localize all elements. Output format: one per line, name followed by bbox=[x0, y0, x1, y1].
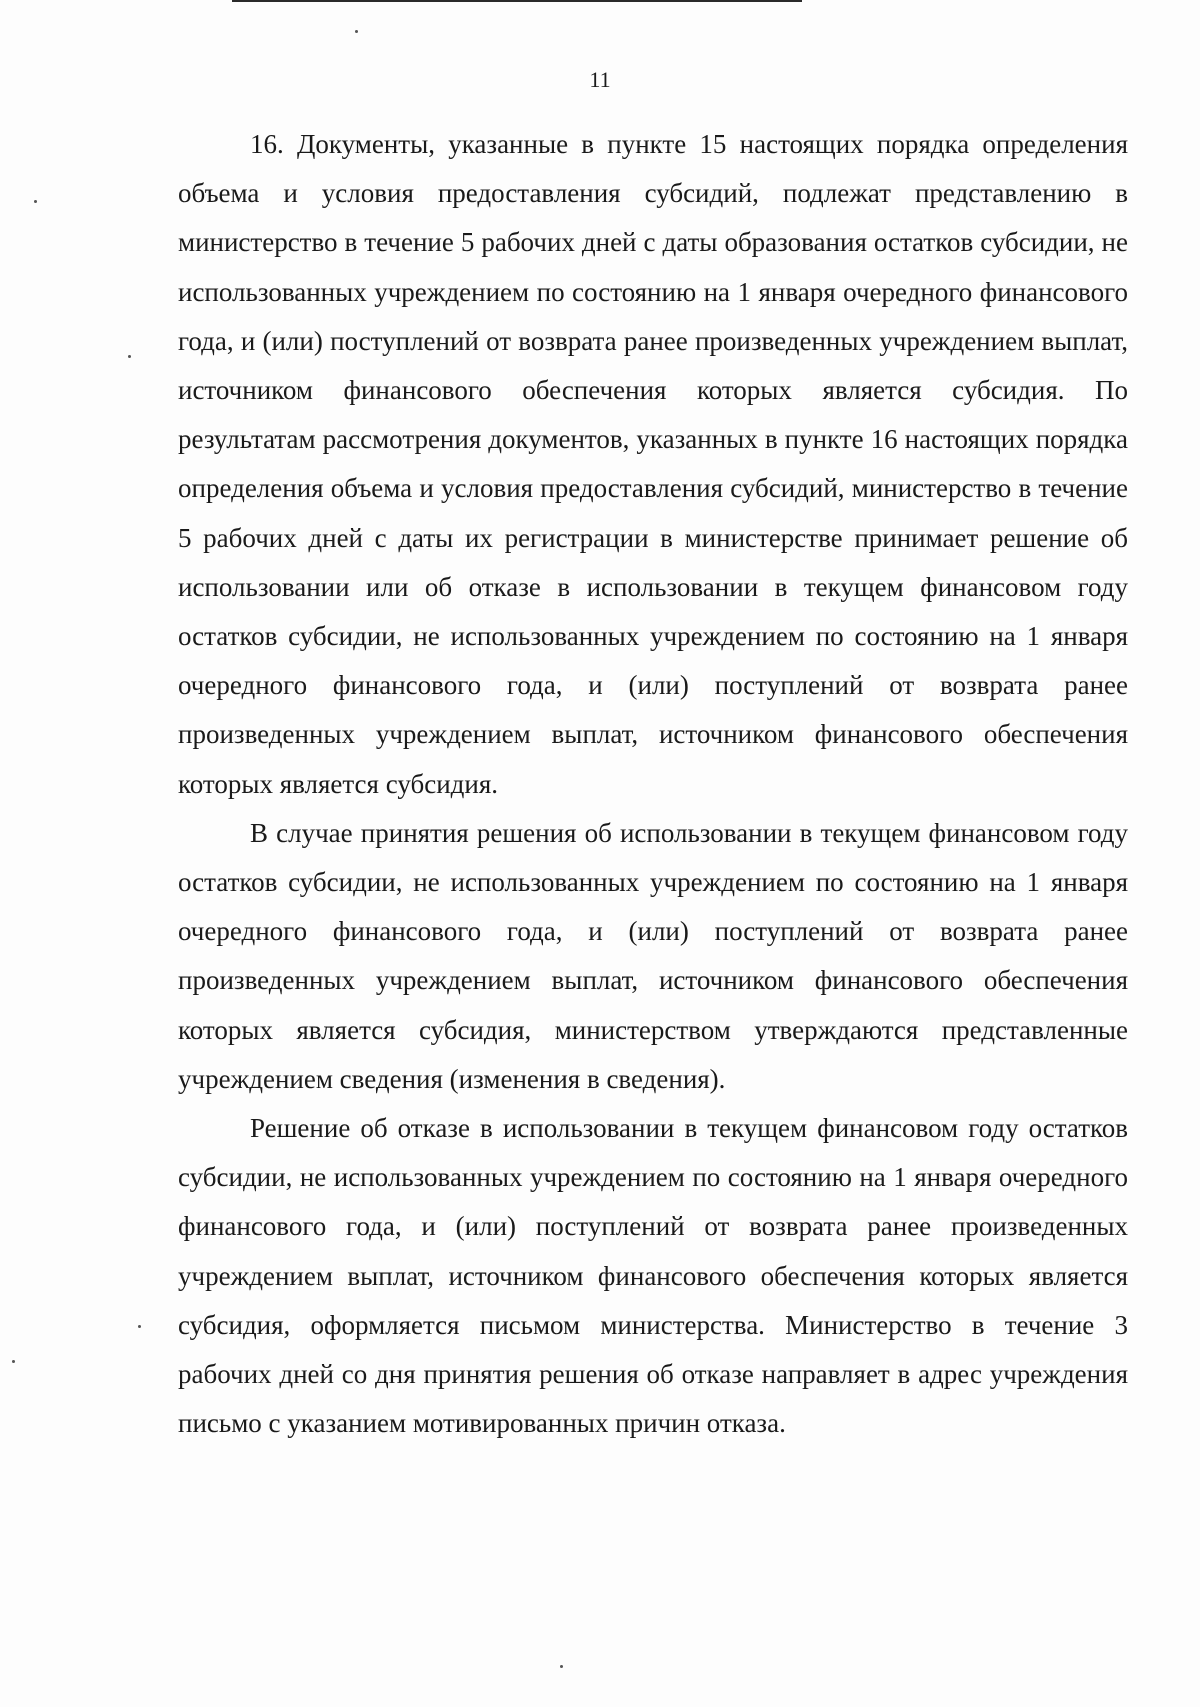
paragraph-refusal-case: Решение об отказе в использовании в текущем финансовом году остатков субсидии, не использованных учреждением по состоянию на 1 января очередного финансового года, и (или) поступлений от возврата ранее произведенных учреждением выплат, источником финансового обеспечения которых является субсидия, оформляется письмом министерства. Министерство в течение 3 рабочих дней со дня принятия решения об отказе направляет в адрес учреждения письмо с указанием мотивированных причин отказа. bbox=[178, 1113, 1128, 1439]
paragraph-item-16: 16. Документы, указанные в пункте 15 настоящих порядка определения объема и условия предоставления субсидий, подлежат представлению в министерство в течение 5 рабочих дней с даты образования остатков субсидии, не использованных учреждением по состоянию на 1 января очередного финансового года, и (или) поступлений от возврата ранее произведенных учреждением выплат, источником финансового обеспечения которых является субсидия. По результатам рассмотрения документов, указанных в пункте 16 настоящих порядка определения объема и условия предоставления субсидий, министерство в течение 5 рабочих дней с даты их регистрации в министерстве принимает решение об использовании или об отказе в использовании в текущем финансовом году остатков субсидии, не использованных учреждением по состоянию на 1 января очередного финансового года, и (или) поступлений от возврата ранее произведенных учреждением выплат, источником финансового обеспечения которых является субсидия. bbox=[178, 129, 1128, 799]
page-number: 11 bbox=[589, 67, 611, 92]
scan-speck bbox=[355, 30, 358, 33]
paragraph-approval-case: В случае принятия решения об использовании в текущем финансовом году остатков субсидии, не использованных учреждением по состоянию на 1 января очередного финансового года, и (или) поступлений от возврата ранее произведенных учреждением выплат, источником финансового обеспечения которых является субсидия, министерством утверждаются представленные учреждением сведения (изменения в сведения). bbox=[178, 817, 1128, 1094]
scan-speck bbox=[34, 200, 37, 203]
scan-speck bbox=[138, 1325, 141, 1328]
document-body bbox=[178, 120, 1128, 1448]
scan-speck bbox=[560, 1665, 563, 1668]
top-edge-rule bbox=[232, 0, 802, 2]
scan-speck bbox=[12, 1360, 15, 1363]
scan-speck bbox=[128, 355, 131, 358]
